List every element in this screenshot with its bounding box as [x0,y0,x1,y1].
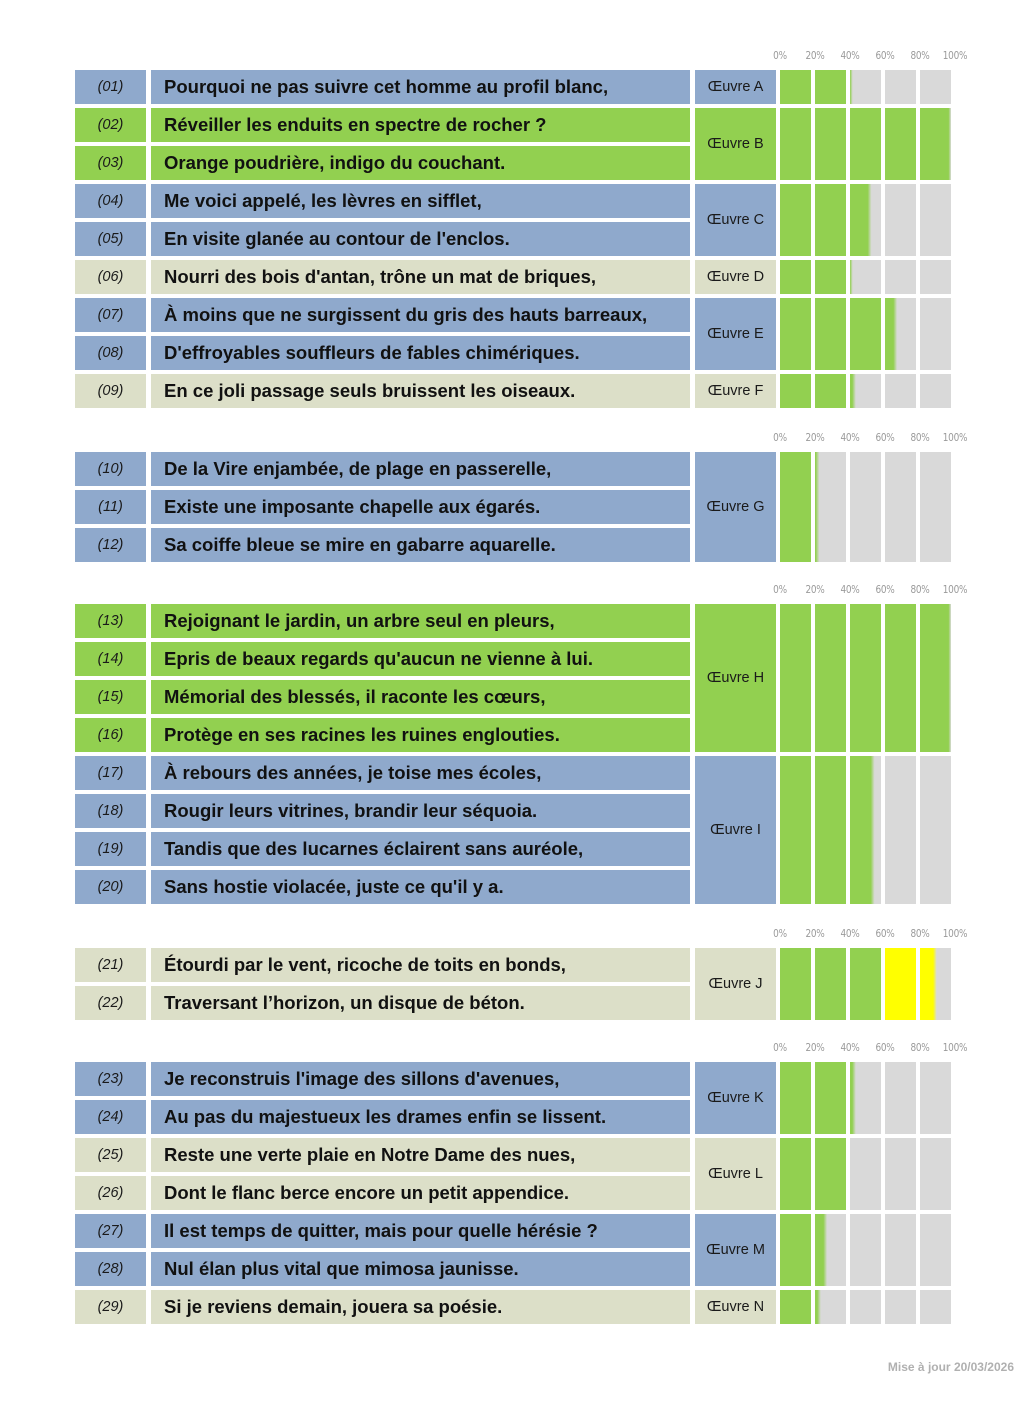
line-number: (01) [75,70,146,104]
work-label: Œuvre K [695,1062,776,1134]
scale-ticks [0,584,1024,598]
scale-tick-label: 100% [942,928,968,940]
work-label: Œuvre D [695,260,776,294]
progress-segment [850,70,881,104]
progress-segment [920,756,951,904]
verse-line: Me voici appelé, les lèvres en sifflet, [151,184,690,218]
progress-segment [780,756,811,904]
progress-segment [815,184,846,256]
progress-segment [780,1062,811,1134]
line-number: (10) [75,452,146,486]
progress-segment [815,604,846,752]
line-number: (16) [75,718,146,752]
verse-line: Sans hostie violacée, juste ce qu'il y a. [151,870,690,904]
line-number: (25) [75,1138,146,1172]
progress-segment [920,70,951,104]
progress-segment [780,260,811,294]
progress-segment [885,298,916,370]
work-label: Œuvre J [695,948,776,1020]
verse-line: En ce joli passage seuls bruissent les oiseaux. [151,374,690,408]
scale-tick-label: 80% [910,50,930,62]
progress-segment [815,1214,846,1286]
scale-tick-label: 20% [805,584,825,596]
line-number: (04) [75,184,146,218]
progress-segment [850,1062,881,1134]
progress-segment [780,184,811,256]
scale-tick-label: 80% [910,432,930,444]
progress-segment [885,184,916,256]
progress-segment [885,604,916,752]
verse-line: Protège en ses racines les ruines englouties. [151,718,690,752]
line-number: (22) [75,986,146,1020]
progress-segment [815,260,846,294]
progress-segment [920,1138,951,1210]
scale-tick-label: 80% [910,1042,930,1054]
progress-segment [850,1138,881,1210]
verse-line: Je reconstruis l'image des sillons d'avenues, [151,1062,690,1096]
progress-segment [780,1138,811,1210]
progress-segment [885,260,916,294]
scale-tick-label: 60% [875,432,895,444]
progress-segment [850,374,881,408]
progress-segment [815,1290,846,1324]
progress-segment [920,260,951,294]
line-number: (20) [75,870,146,904]
work-label: Œuvre L [695,1138,776,1210]
progress-segment [815,70,846,104]
scale-tick-label: 40% [840,50,860,62]
progress-segment [920,1290,951,1324]
verse-line: Étourdi par le vent, ricoche de toits en bonds, [151,948,690,982]
scale-tick-label: 20% [805,1042,825,1054]
scale-tick-label: 40% [840,928,860,940]
verse-line: Dont le flanc berce encore un petit appendice. [151,1176,690,1210]
scale-tick-label: 20% [805,432,825,444]
line-number: (27) [75,1214,146,1248]
scale-ticks [0,1042,1024,1056]
scale-ticks [0,50,1024,64]
progress-segment [815,298,846,370]
verse-line: Existe une imposante chapelle aux égarés. [151,490,690,524]
work-label: Œuvre F [695,374,776,408]
scale-tick-label: 0% [773,584,787,596]
progress-segment [815,108,846,180]
work-label: Œuvre I [695,756,776,904]
progress-segment [885,452,916,562]
line-number: (06) [75,260,146,294]
progress-segment [885,70,916,104]
verse-line: Reste une verte plaie en Notre Dame des nues, [151,1138,690,1172]
work-label: Œuvre B [695,108,776,180]
verse-line: Il est temps de quitter, mais pour quelle hérésie ? [151,1214,690,1248]
scale-tick-label: 100% [942,584,968,596]
verse-line: À rebours des années, je toise mes écoles, [151,756,690,790]
scale-tick-label: 20% [805,928,825,940]
progress-segment [920,604,951,752]
progress-segment [885,1062,916,1134]
verse-line: Nul élan plus vital que mimosa jaunisse. [151,1252,690,1286]
line-number: (09) [75,374,146,408]
scale-tick-label: 80% [910,928,930,940]
scale-tick-label: 40% [840,432,860,444]
verse-line: De la Vire enjambée, de plage en passerelle, [151,452,690,486]
verse-line: Epris de beaux regards qu'aucun ne vienne à lui. [151,642,690,676]
line-number: (12) [75,528,146,562]
progress-segment [850,452,881,562]
progress-segment [850,604,881,752]
verse-line: En visite glanée au contour de l'enclos. [151,222,690,256]
progress-segment [920,1214,951,1286]
progress-segment [780,604,811,752]
progress-segment [885,756,916,904]
progress-segment [920,1062,951,1134]
line-number: (26) [75,1176,146,1210]
progress-segment [885,1138,916,1210]
progress-segment [850,756,881,904]
line-number: (21) [75,948,146,982]
work-label: Œuvre G [695,452,776,562]
progress-segment [815,374,846,408]
scale-tick-label: 100% [942,432,968,444]
scale-tick-label: 40% [840,584,860,596]
scale-tick-label: 0% [773,432,787,444]
progress-segment [885,948,916,1020]
scale-tick-label: 60% [875,928,895,940]
line-number: (02) [75,108,146,142]
line-number: (03) [75,146,146,180]
progress-segment [920,948,951,1020]
verse-line: Réveiller les enduits en spectre de rocher ? [151,108,690,142]
verse-line: Rejoignant le jardin, un arbre seul en pleurs, [151,604,690,638]
scale-tick-label: 60% [875,50,895,62]
progress-segment [885,374,916,408]
progress-segment [885,108,916,180]
line-number: (18) [75,794,146,828]
progress-segment [780,948,811,1020]
scale-tick-label: 60% [875,1042,895,1054]
progress-segment [780,298,811,370]
progress-segment [815,756,846,904]
progress-segment [920,298,951,370]
verse-line: Tandis que des lucarnes éclairent sans auréole, [151,832,690,866]
line-number: (14) [75,642,146,676]
progress-segment [815,452,846,562]
line-number: (15) [75,680,146,714]
verse-line: Pourquoi ne pas suivre cet homme au profil blanc, [151,70,690,104]
progress-segment [920,374,951,408]
scale-tick-label: 20% [805,50,825,62]
progress-segment [885,1290,916,1324]
verse-line: Nourri des bois d'antan, trône un mat de briques, [151,260,690,294]
scale-tick-label: 60% [875,584,895,596]
scale-tick-label: 0% [773,928,787,940]
line-number: (28) [75,1252,146,1286]
scale-tick-label: 0% [773,1042,787,1054]
work-label: Œuvre A [695,70,776,104]
verse-line: D'effroyables souffleurs de fables chimériques. [151,336,690,370]
work-label: Œuvre E [695,298,776,370]
line-number: (13) [75,604,146,638]
work-label: Œuvre H [695,604,776,752]
verse-line: À moins que ne surgissent du gris des hauts barreaux, [151,298,690,332]
verse-line: Orange poudrière, indigo du couchant. [151,146,690,180]
scale-tick-label: 40% [840,1042,860,1054]
progress-segment [850,184,881,256]
line-number: (23) [75,1062,146,1096]
progress-segment [920,184,951,256]
update-date: Mise à jour 20/03/2026 [887,1360,1014,1374]
progress-segment [780,108,811,180]
line-number: (11) [75,490,146,524]
progress-segment [780,452,811,562]
line-number: (19) [75,832,146,866]
line-number: (08) [75,336,146,370]
progress-segment [850,948,881,1020]
verse-line: Au pas du majestueux les drames enfin se lissent. [151,1100,690,1134]
progress-segment [780,1214,811,1286]
progress-segment [780,374,811,408]
progress-segment [815,1138,846,1210]
progress-segment [850,1290,881,1324]
line-number: (07) [75,298,146,332]
progress-segment [850,260,881,294]
progress-segment [920,108,951,180]
verse-line: Rougir leurs vitrines, brandir leur séquoia. [151,794,690,828]
progress-segment [920,452,951,562]
verse-line: Mémorial des blessés, il raconte les cœurs, [151,680,690,714]
progress-segment [850,1214,881,1286]
work-label: Œuvre M [695,1214,776,1286]
progress-segment [815,1062,846,1134]
scale-tick-label: 100% [942,1042,968,1054]
scale-tick-label: 80% [910,584,930,596]
scale-ticks [0,928,1024,942]
line-number: (17) [75,756,146,790]
verse-line: Traversant l’horizon, un disque de béton. [151,986,690,1020]
progress-segment [885,1214,916,1286]
line-number: (05) [75,222,146,256]
line-number: (24) [75,1100,146,1134]
scale-tick-label: 0% [773,50,787,62]
line-number: (29) [75,1290,146,1324]
progress-segment [850,298,881,370]
progress-segment [780,1290,811,1324]
work-label: Œuvre N [695,1290,776,1324]
progress-segment [780,70,811,104]
verse-line: Sa coiffe bleue se mire en gabarre aquarelle. [151,528,690,562]
progress-segment [850,108,881,180]
scale-tick-label: 100% [942,50,968,62]
verse-line: Si je reviens demain, jouera sa poésie. [151,1290,690,1324]
work-label: Œuvre C [695,184,776,256]
progress-segment [815,948,846,1020]
scale-ticks [0,432,1024,446]
